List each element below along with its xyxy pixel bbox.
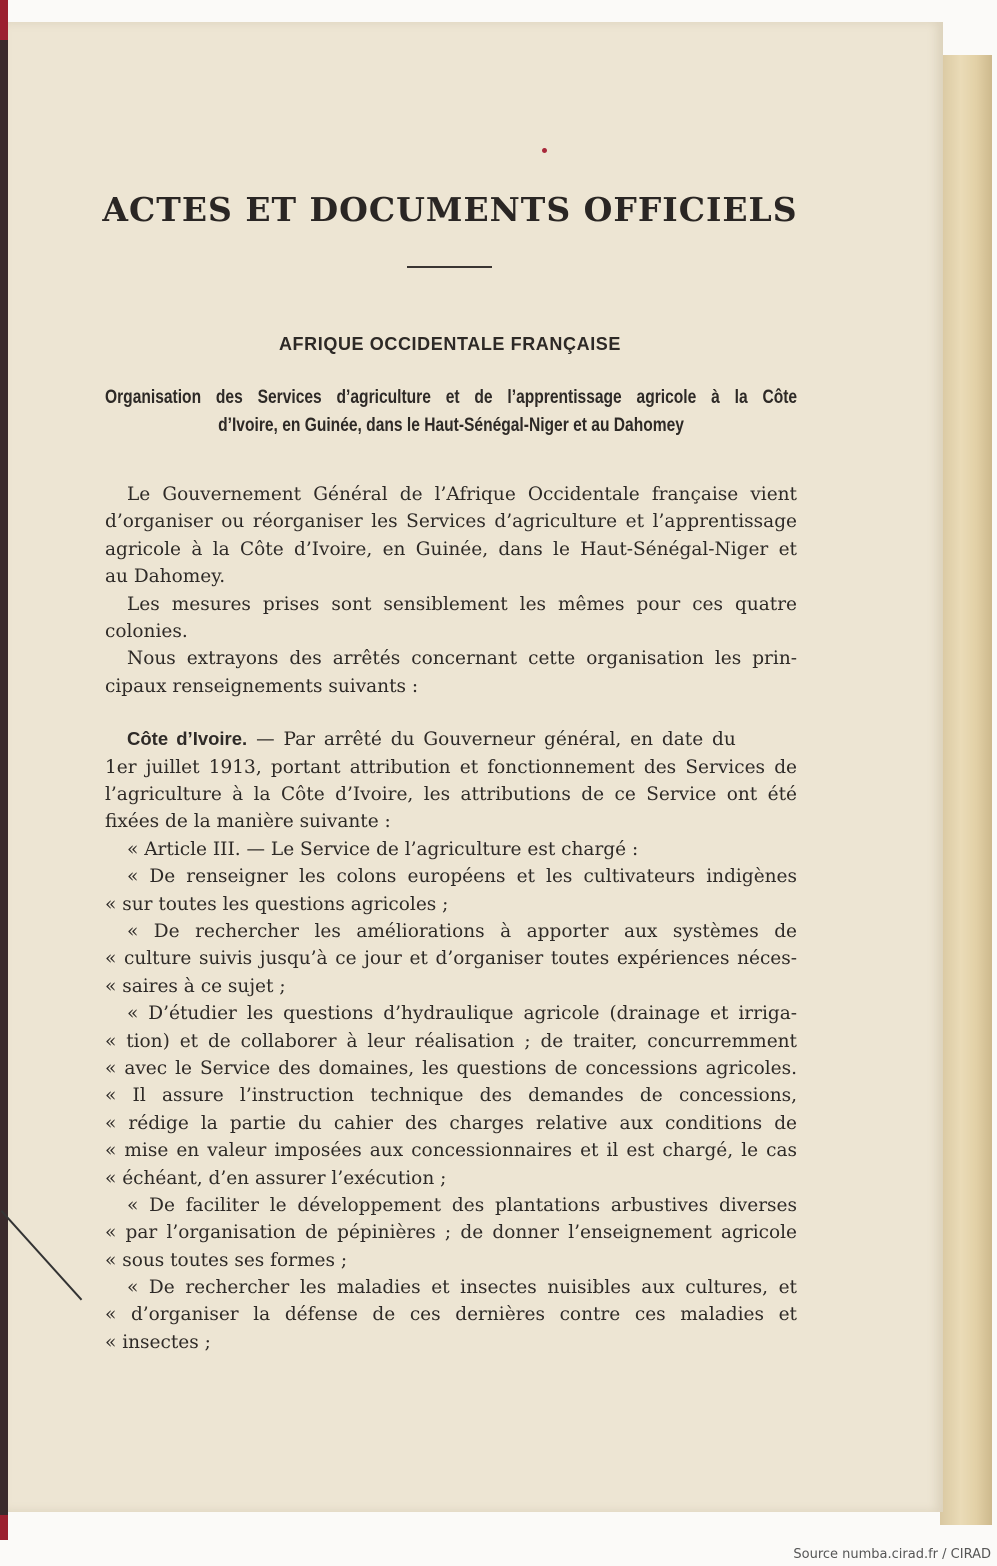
text-line: « sous toutes ses formes ; bbox=[105, 1249, 348, 1271]
text-line: « insectes ; bbox=[105, 1331, 211, 1353]
text-line: colonies. bbox=[105, 620, 188, 642]
subtitle-line: d’Ivoire, en Guinée, dans le Haut-Sénégal-Niger et au Dahomey bbox=[218, 415, 684, 436]
source-credit: Source numba.cirad.fr / CIRAD bbox=[793, 1547, 991, 1562]
text-span: — Par arrêté du Gouverneur général, en date du bbox=[247, 729, 736, 751]
text-line: « par l’organisation de pépinières ; de donner l’enseignement agricole bbox=[105, 1222, 797, 1244]
page-title: ACTES ET DOCUMENTS OFFICIELS bbox=[102, 190, 798, 229]
text-line: « tion) et de collaborer à leur réalisation ; de traiter, concurremment bbox=[105, 1030, 797, 1052]
text-line: « saires à ce sujet ; bbox=[105, 975, 286, 997]
text-line: Nous extrayons des arrêtés concernant cette organisation les prin- bbox=[127, 648, 797, 670]
text-line: cipaux renseignements suivants : bbox=[105, 675, 419, 697]
text-line: au Dahomey. bbox=[105, 566, 226, 588]
text-line: 1er juillet 1913, portant attribution et fonctionnement des Services de bbox=[105, 756, 797, 778]
text-line: « De rechercher les maladies et insectes nuisibles aux cultures, et bbox=[127, 1277, 797, 1299]
text-line: agricole à la Côte d’Ivoire, en Guinée, dans le Haut-Sénégal-Niger et bbox=[105, 538, 797, 560]
book-binding bbox=[0, 0, 8, 1540]
text-line: « rédige la partie du cahier des charges relative aux conditions de bbox=[105, 1112, 797, 1134]
text-line: « avec le Service des domaines, les questions de concessions agricoles. bbox=[105, 1057, 797, 1079]
text-line: « sur toutes les questions agricoles ; bbox=[105, 893, 449, 915]
text-line: « Il assure l’instruction technique des demandes de concessions, bbox=[105, 1085, 797, 1107]
text-line: Le Gouvernement Général de l’Afrique Occidentale française vient bbox=[127, 484, 797, 505]
subtitle bbox=[105, 384, 797, 440]
text-line: « Article III. — Le Service de l’agriculture est chargé : bbox=[127, 838, 639, 860]
text-line: d’organiser ou réorganiser les Services d’agriculture et l’apprentissage bbox=[105, 511, 797, 533]
text-line: « De rechercher les améliorations à apporter aux systèmes de bbox=[127, 920, 797, 942]
text-line: « De faciliter le développement des plantations arbustives diverses bbox=[127, 1194, 797, 1216]
text-line: « D’étudier les questions d’hydraulique agricole (drainage et irriga- bbox=[127, 1003, 797, 1025]
text-line: « De renseigner les colons européens et les cultivateurs indigènes bbox=[127, 866, 797, 888]
page-edges bbox=[940, 55, 992, 1525]
text-line: l’agriculture à la Côte d’Ivoire, les attributions de ce Service ont été bbox=[105, 783, 797, 805]
text-line: « culture suivis jusqu’à ce jour et d’organiser toutes expériences néces- bbox=[105, 948, 797, 970]
body-text bbox=[105, 481, 797, 1356]
text-line: « mise en valeur imposées aux concessionnaires et il est chargé, le cas bbox=[105, 1140, 797, 1162]
text-line: « échéant, d’en assurer l’exécution ; bbox=[105, 1167, 447, 1189]
subtitle-line: Organisation des Services d’agriculture et de l’apprentissage agricole à la Côte bbox=[105, 387, 798, 408]
text-line: fixées de la manière suivante : bbox=[105, 811, 391, 833]
text-line: « d’organiser la défense de ces dernières contre ces maladies et bbox=[105, 1304, 797, 1326]
ink-dot bbox=[542, 148, 547, 153]
text-line: Les mesures prises sont sensiblement les mêmes pour ces quatre bbox=[127, 593, 797, 615]
section-heading: AFRIQUE OCCIDENTALE FRANÇAISE bbox=[278, 334, 622, 354]
title-rule bbox=[407, 266, 492, 268]
cote-heading: Côte d’Ivoire. bbox=[127, 728, 248, 750]
text-line bbox=[105, 725, 797, 753]
